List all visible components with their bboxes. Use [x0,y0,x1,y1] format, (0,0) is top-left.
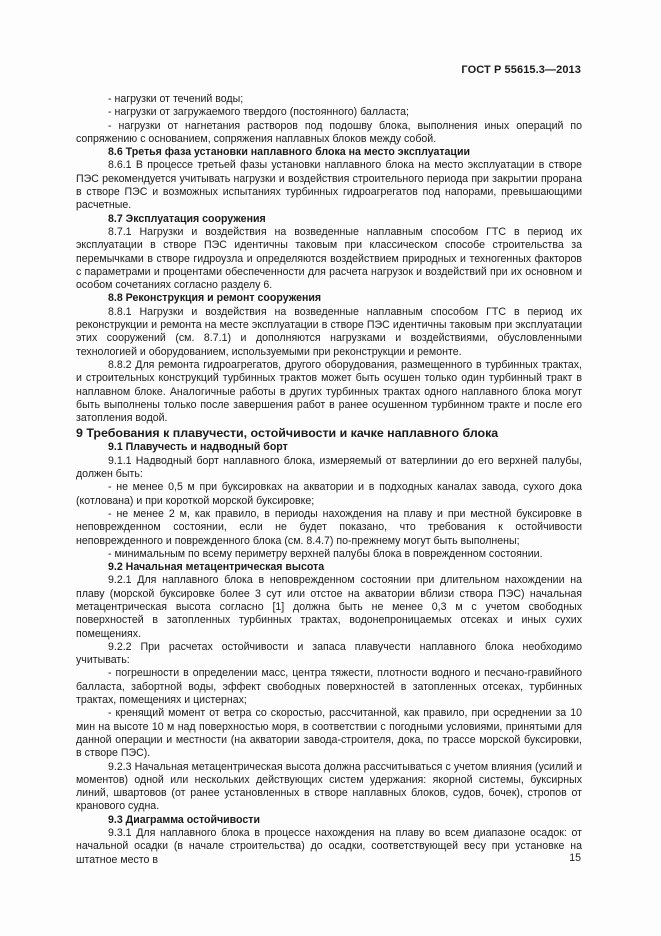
subsection-heading: 9.1 Плавучесть и надводный борт [108,441,288,454]
paragraph: 9.2.2 При расчетах остойчивости и запаса плавучести наплавного блока необходимо учитывать: [76,640,582,667]
list-item: - нагрузки от течений воды; [108,93,244,105]
page-number: 15 [569,852,581,864]
section-heading: 9 Требования к плавучести, остойчивости и качке наплавного блока [76,426,499,441]
list-item: - кренящий момент от ветра со скоростью, рассчитанной, как правило, при осреднении за 10 мин на высоте 10 м над поверхностью моря, в соответствии с погодными условиями, принятыми для данной операции и местности (на акватории завода-строителя, дока, по трассе морской буксировки, в створе ПЭС). [76,707,582,760]
subsection-heading: 8.8 Реконструкция и ремонт сооружения [108,292,322,305]
list-item: - минимальным по всему периметру верхней палубы блока в поврежденном состоянии. [108,547,543,560]
list-item: - погрешности в определении масс, центра тяжести, плотности водного и песчано-гравийного балласта, забортной воды, эффект свободных поверхностей в затопленных отсеках, турбинных трактах, помещениях и цистернах; [76,667,582,707]
paragraph: 9.2.1 Для наплавного блока в неповрежденном состоянии при длительном нахождении на плаву (морской буксировке более 3 сут или отстое на акватории вблизи створа ПЭС) начальная метацентрическая высота согласно [1] должна быть не менее 0,3 м с учетом свободных поверхностей в затопленных турбинных трактах, водонепроницаемых отсеках и иных сухих помещениях. [76,574,582,640]
paragraph: 8.8.1 Нагрузки и воздействия на возведенные наплавным способом ГТС в период их реконструкции и ремонта на месте эксплуатации в створе ПЭС идентичны таковым при эксплуатации этих сооружений (см. 8.7.1) и дополняются нагрузками и воздействиями, обусловленными технологией и оборудованием, используемыми при реконструкции и ремонте. [76,305,582,358]
paragraph: 9.1.1 Надводный борт наплавного блока, измеряемый от ватерлинии до его верхней палубы, должен быть: [76,454,582,481]
paragraph: 8.8.2 Для ремонта гидроагрегатов, другого оборудования, размещенного в турбинных трактах, и строительных конструкций турбинных трактов может быть осушен только один турбинный тракт в наплавном блоке. Аналогичные работы в других турбинных трактах одного наплавного блока могут быть выполнены только после завершения работ в ранее осушенном турбинном тракте и после его затопления водой. [76,358,582,425]
document-header: ГОСТ Р 55615.3—2013 [461,64,581,76]
list-item: - нагрузки от загружаемого твердого (постоянного) балласта; [108,106,409,119]
list-item: - не менее 2 м, как правило, в периоды нахождения на плаву и при местной буксировке в неповрежденном состоянии, если не будет показано, что требования к остойчивости неповрежденного и поврежденного блока (см. 8.4.7) по-прежнему могут быть выполнены; [76,507,582,547]
subsection-heading: 8.7 Эксплуатация сооружения [108,212,266,225]
list-item: - не менее 0,5 м при буксировках на акватории и в подходных каналах завода, сухого дока (котлована) и при короткой морской буксировке; [76,481,582,507]
subsection-heading: 9.3 Диаграмма остойчивости [108,813,260,826]
paragraph: 8.6.1 В процессе третьей фазы установки наплавного блока на место эксплуатации в створе ПЭС рекомендуется учитывать нагрузки и воздействия строительного периода при закрытии прорана в створе ПЭС и возможных испытаниях турбинных гидроагрегатов под напорами, превышающими расчетные. [76,159,582,212]
paragraph: 9.2.3 Начальная метацентрическая высота должна рассчитываться с учетом влияния (усилий и моментов) одной или нескольких действующих систем удержания: якорной системы, буксирных линий, швартовов (от ранее установленных в створе наплавных блоков, судов, бочек), стропов от кранового судна. [76,760,582,813]
paragraph: 9.3.1 Для наплавного блока в процессе нахождения на плаву во всем диапазоне осадок: от начальной осадки (в начале строительства) до осадки, соответствующей весу при установке на штатное место в [76,827,582,866]
list-item: - нагрузки от нагнетания растворов под подошву блока, выполнения иных операций по сопряжению с основанием, сопряжения наплавных блоков между собой. [76,119,582,145]
document-body [76,93,582,867]
subsection-heading: 8.6 Третья фаза установки наплавного блока на место эксплуатации [108,146,470,159]
paragraph: 8.7.1 Нагрузки и воздействия на возведенные наплавным способом ГТС в период их эксплуатации в створе ПЭС идентичны таковым при классическом способе строительства за перемычками в створе гидроузла и определяются воздействием природных и техногенных факторов с параметрами и процентами обеспеченности для расчета нагрузок и воздействий при их основном и особом сочетаниях согласно разделу 6. [76,225,582,292]
subsection-heading: 9.2 Начальная метацентрическая высота [108,561,325,574]
